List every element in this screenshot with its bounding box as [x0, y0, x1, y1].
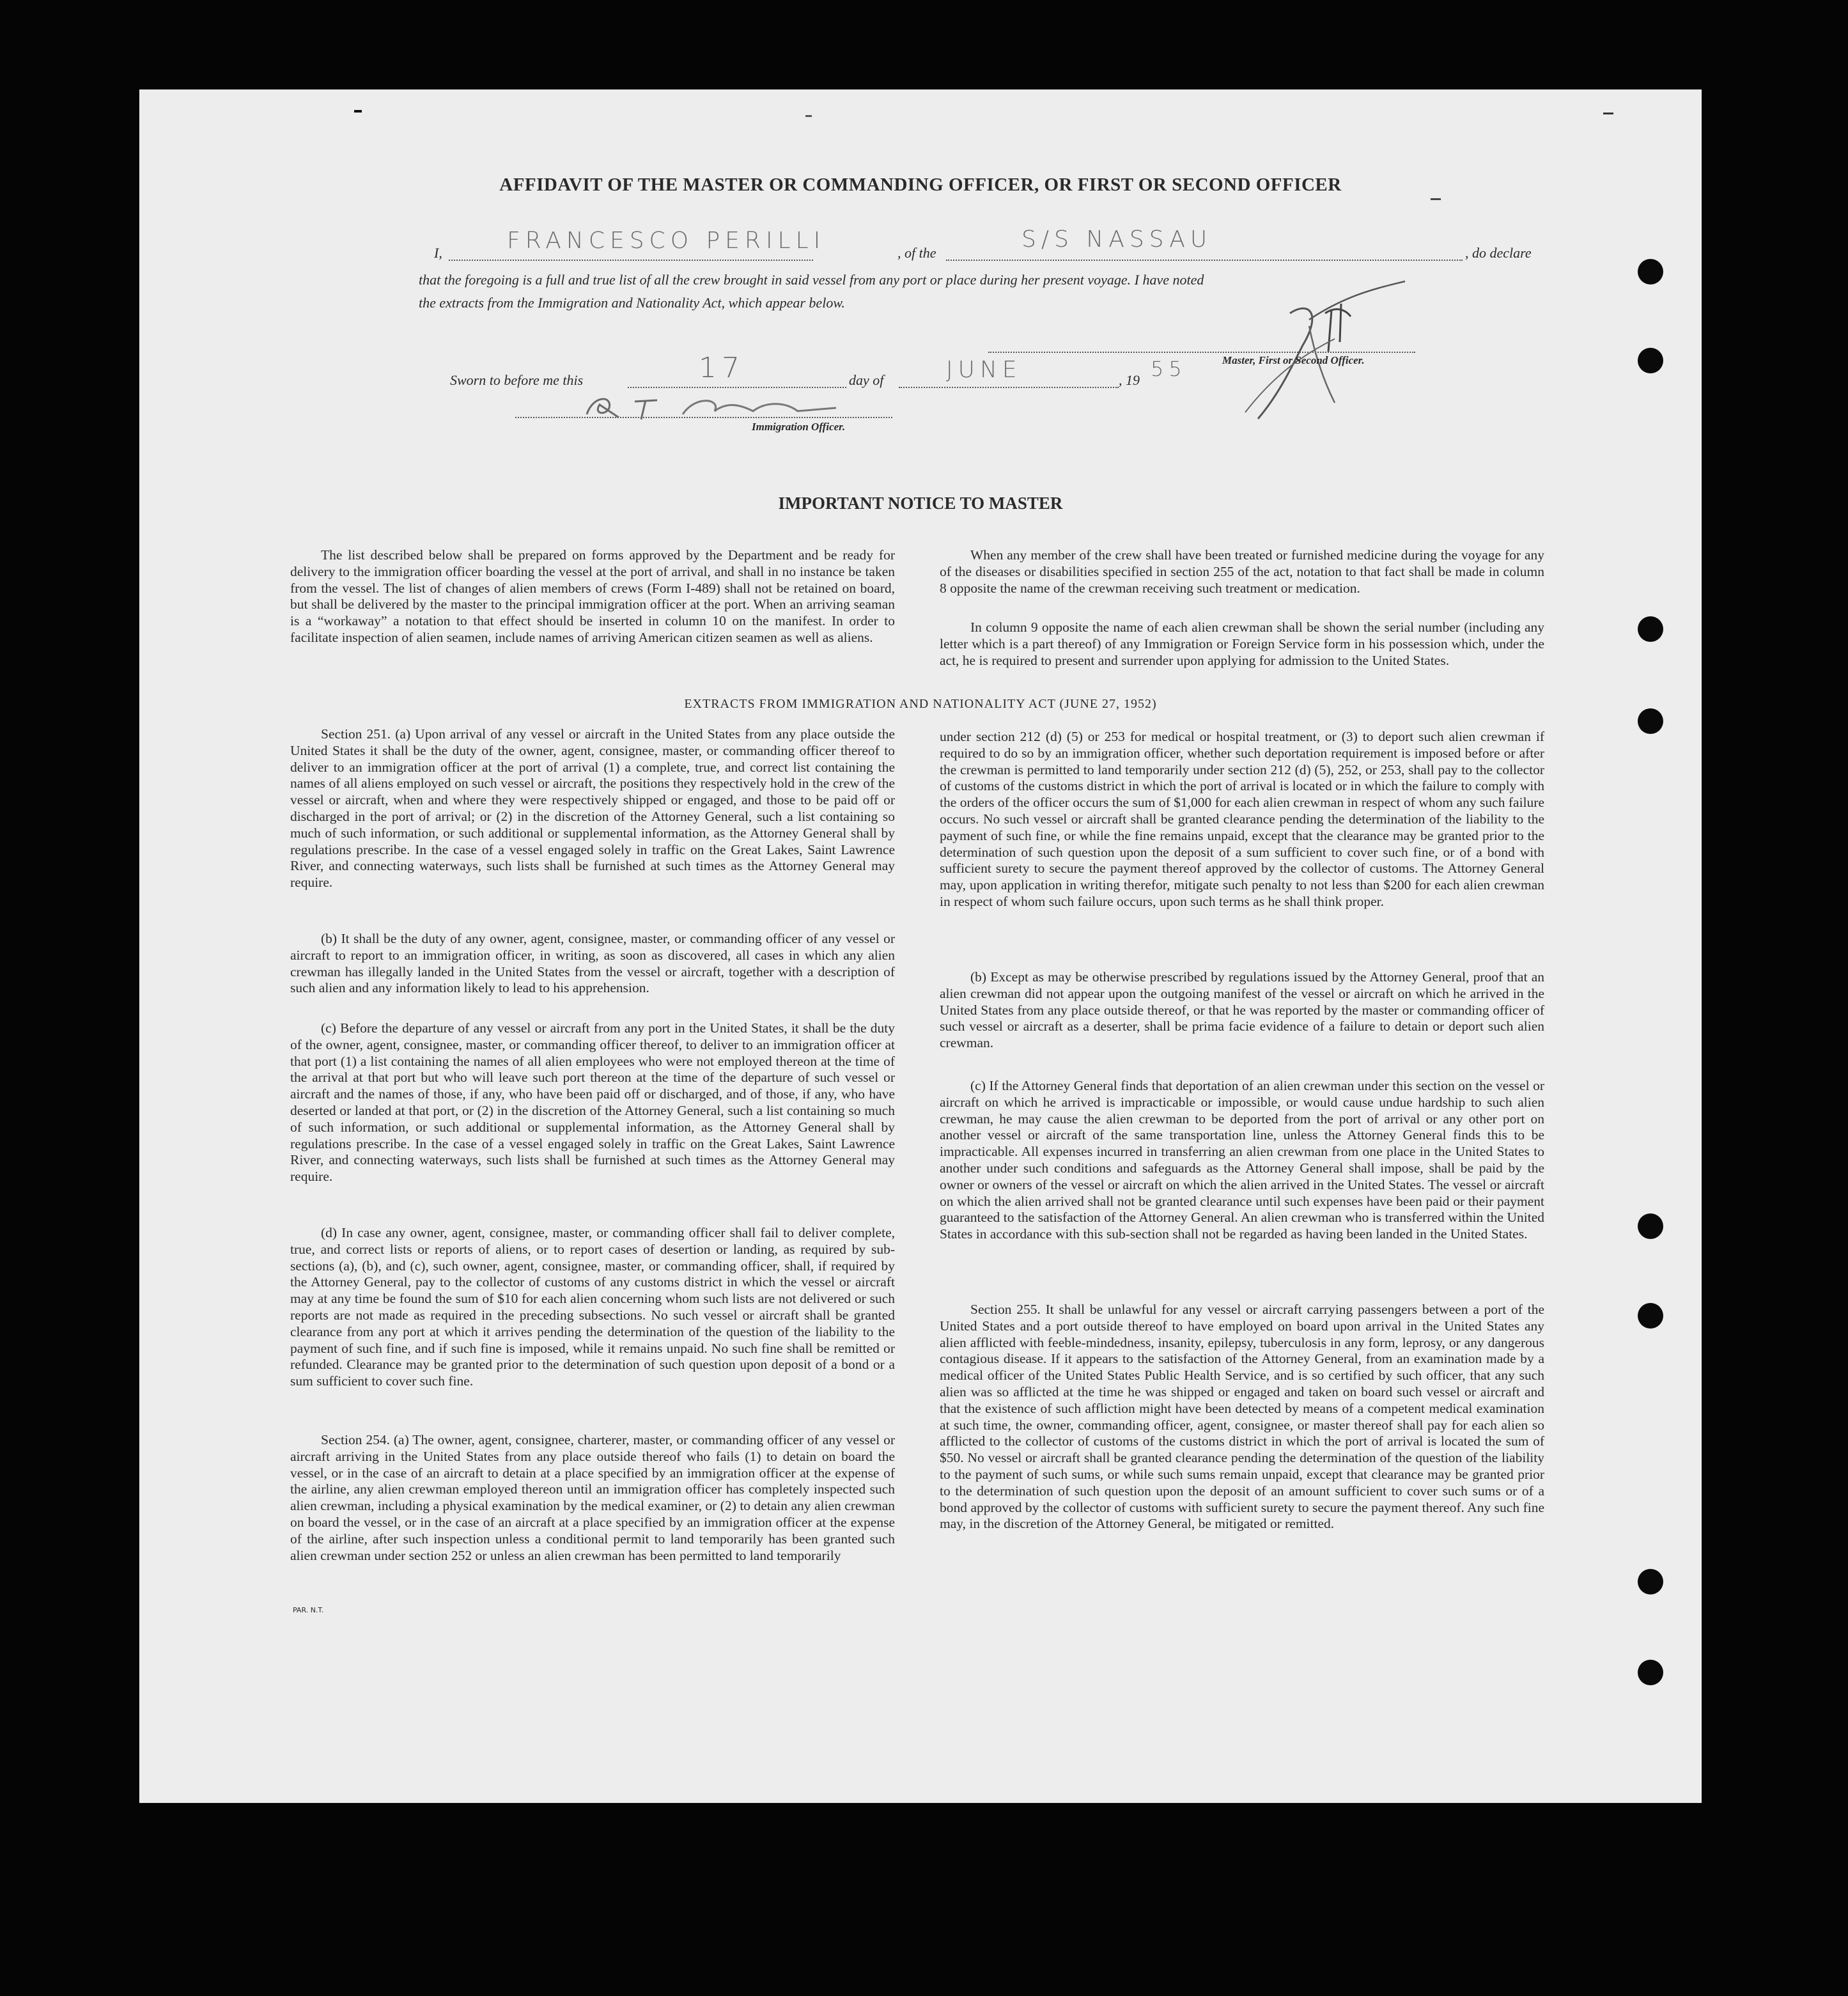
punch-hole — [1638, 259, 1663, 285]
declaration-line-3: the extracts from the Immigration and Nationality Act, which appear below. — [419, 295, 845, 311]
title-dash — [1431, 198, 1441, 200]
scan-mark — [1603, 113, 1613, 114]
section-251b: (b) It shall be the duty of any owner, agent, consignee, master, or commanding officer of any vessel or aircraft to report to an immigration officer, in writing, as soon as discovered, all cases in which any alien crewman has illegally landed in the United States from the vessel or aircraft, together with a description of such alien and any information likely to lead to his apprehension. — [290, 931, 895, 996]
sworn-day: 17 — [699, 352, 745, 384]
punch-hole — [1638, 1213, 1663, 1239]
section-254a: Section 254. (a) The owner, agent, consignee, charterer, master, or commanding officer of any vessel or aircraft arriving in the United States from any place outside thereof who fails (1) to detain on board the vessel, or in the case of an aircraft to detain at a place specified by an immigration officer at the expense of the airline, any alien crewman employed thereon until an immigration officer has completely inspected such alien crewman, including a physical examination by the medical examiner, or (2) to detain any alien crewman on board the vessel, or in the case of an aircraft at a place specified by an immigration officer at the expense of the airline, after such inspection unless a conditional permit to land temporarily has been granted such alien crewman under section 252 or unless an alien crewman has been permitted to land temporarily — [290, 1432, 895, 1563]
notice-title: IMPORTANT NOTICE TO MASTER — [778, 494, 1063, 513]
scan-mark — [354, 110, 362, 113]
vessel-prefix: , of the — [897, 245, 936, 261]
section-254c: (c) If the Attorney General finds that deportation of an alien crewman under this section on the vessel or aircraft on which he arrived is impracticable or impossible, or would cause undue hardship to such alien crewman, he may cause the alien crewman to be deported from the port of arrival or any other port on another vessel or aircraft of the same transportation line, unless the Attorney General finds this to be impracticable. All expenses incurred in transferring an alien crewman from one place in the United States to another under such conditions and safeguards as the Attorney General shall impose, shall be paid by the owner or owners of the vessel or aircraft on which the alien arrived in the United States. The vessel or aircraft on which the alien arrived shall not be granted clearance until such expenses have been paid or their payment guaranteed to the satisfaction of the Attorney General. An alien crewman who is transferred within the United States in accordance with this sub-section shall not be regarded as having been landed in the United States. — [940, 1078, 1544, 1242]
officer-label: Immigration Officer. — [752, 421, 846, 433]
punch-hole — [1638, 616, 1663, 642]
extracts-title: EXTRACTS FROM IMMIGRATION AND NATIONALITY ACT (JUNE 27, 1952) — [684, 697, 1157, 711]
notice-left-paragraph: The list described below shall be prepared on forms approved by the Department and be ready for delivery to the immigration officer boarding the vessel at the port of arrival, and shall in no instance be taken from the vessel. The list of changes of alien members of crews (Form I-489) shall not be retained on board, but shall be delivered by the master to the principal immigration officer at the port. When an arriving seaman is a “workaway” a notation to that effect should be inserted in column 10 on the manifest. In order to facilitate inspection of alien seamen, include names of arriving American citizen seamen as well as aliens. — [290, 547, 895, 645]
sworn-day-label: day of — [849, 372, 884, 388]
scan-mark — [805, 115, 812, 117]
sworn-month-line — [899, 387, 1119, 388]
sworn-month: JUNE — [946, 357, 1022, 383]
punch-hole — [1638, 1569, 1663, 1594]
notice-right-paragraph-2: In column 9 opposite the name of each alien crewman shall be shown the serial number (including any letter which is a part thereof) of any Immigration or Foreign Service form in his possession which, under the act, he is required to present and surrender upon applying for admission to the United States. — [940, 620, 1544, 668]
section-254a-continued: under section 212 (d) (5) or 253 for medical or hospital treatment, or (3) to deport such alien crewman if required to do so by an immigration officer, whether such deportation requirement is imposed before or after the crewman is permitted to land temporarily under section 212 (d) (5), 252, or 253, shall pay to the collector of customs of the customs district in which the port of arrival is located or in which the failure to comply with the orders of the officer occurs the sum of $1,000 for each alien crewman in respect of whom any such failure occurs. No such vessel or aircraft shall be granted clearance pending the determination of the liability to the payment of such fine, or while the fine remains unpaid, except that the clearance may be granted prior to the determination of such question upon the deposit of a sum sufficient to cover such fine, or of a bond with sufficient surety to secure the payment thereof approved by the collector of customs. The Attorney General may, upon application in writing therefor, mitigate such penalty to not less than $200 for each alien crewman in respect of whom such failure occurs, upon such terms as he shall think proper. — [940, 729, 1544, 909]
sworn-day-line — [628, 387, 846, 388]
punch-hole — [1638, 348, 1663, 373]
punch-hole — [1638, 1303, 1663, 1329]
section-251d: (d) In case any owner, agent, consignee, master, or commanding officer shall fail to deliver complete, true, and correct lists or reports of aliens, or to report cases of desertion or landing, as required by sub-sections (a), (b), and (c), such owner, agent, consignee, master, or commanding officer, shall, if required by the Attorney General, pay to the collector of customs of any customs district in which the vessel or aircraft may at any time be found the sum of $10 for each alien concerning whom such lists are not delivered or such reports are not made as required in the preceding subsections. No such vessel or aircraft shall be granted clearance from any port at which it arrives pending the determination of the question of the liability to the payment of such fine, and if such fine is imposed, while it remains unpaid. No such fine shall be remitted or refunded. Clearance may be granted prior to the determination of such question upon deposit of a bond or a sum sufficient to cover such fine. — [290, 1225, 895, 1389]
section-255: Section 255. It shall be unlawful for any vessel or aircraft carrying passengers between a port of the United States and a port outside thereof to have employed on board upon arrival in the United States any alien afflicted with feeble-mindedness, insanity, epilepsy, tuberculosis in any form, leprosy, or any dangerous contagious disease. If it appears to the satisfaction of the Attorney General, from an examination made by a medical officer of the United States Public Health Service, and is so certified by such officer, that any such alien was so afflicted at the time he was shipped or engaged and taken on board such vessel or aircraft and that the existence of such affliction might have been detected by means of a competent medical examination at such time, the owner, commanding officer, agent, consignee, or master thereof shall pay for each alien so afflicted to the collector of customs of the customs district in which the port of arrival is located the sum of $50. No vessel or aircraft shall be granted clearance pending the determination of the question of the liability to the payment of such sums, or while such sums remain unpaid, except that clearance may be granted prior to the determination of such question upon the deposit of an amount sufficient to cover such sums or of a bond approved by the collector of customs with sufficient surety to secure the payment thereof. Any such fine may, in the discretion of the Attorney General, be mitigated or remitted. — [940, 1302, 1544, 1532]
document-page — [139, 90, 1702, 1803]
sworn-prefix: Sworn to before me this — [450, 372, 584, 388]
notice-right-paragraph-1: When any member of the crew shall have been treated or furnished medicine during the voyage for any of the diseases or disabilities specified in section 255 of the act, notation to that fact shall be made in column 8 opposite the name of the crewman receiving such treatment or medication. — [940, 547, 1544, 596]
section-254b: (b) Except as may be otherwise prescribed by regulations issued by the Attorney General, proof that an alien crewman did not appear upon the outgoing manifest of the vessel or aircraft on which he arrived in the United States from any place outside thereof, or that he was reported by the master or commanding officer of such vessel or aircraft as a deserter, shall be prima facie evidence of a failure to detain or deport such alien crewman. — [940, 969, 1544, 1051]
declarant-prefix: I, — [434, 245, 442, 261]
declare-suffix: , do declare — [1465, 245, 1532, 261]
section-251c: (c) Before the departure of any vessel or aircraft from any port in the United States, it shall be the duty of the owner, agent, consignee, master, or commanding officer thereof, to deliver to an immigration officer at that port (1) a list containing the names of all alien employees who were not employed thereon at the time of the arrival at that port but who will leave such port thereon at the time of the departure of such vessel or aircraft and the names of those, if any, who have been paid off or discharged, and of those, if any, who have deserted or landed at that port, or (2) in the discretion of the Attorney General, such a list containing so much of such information, or such additional or supplemental information, as the Attorney General shall by regulations prescribe. In the case of a vessel engaged solely in traffic on the Great Lakes, Saint Lawrence River, and connecting waterways, such lists shall be furnished at such times as the Attorney General may require. — [290, 1020, 895, 1185]
name-line — [449, 260, 813, 261]
section-251a: Section 251. (a) Upon arrival of any vessel or aircraft in the United States from any place outside the United States it shall be the duty of the owner, agent, consignee, master, or commanding officer thereof to deliver to an immigration officer at the port of arrival (1) a complete, true, and correct list containing the names of all aliens employed on such vessel or aircraft, the positions they respectively hold in the crew of the vessel or aircraft, when and where they were respectively shipped or engaged, and those to be paid off or discharged in the port of arrival; or (2) in the discretion of the Attorney General, such a list containing so much of such information, or such additional or supplemental information, as the Attorney General shall by regulations prescribe. In the case of a vessel engaged solely in traffic on the Great Lakes, Saint Lawrence River, and connecting waterways, such lists shall be furnished at such times as the Attorney General may require. — [290, 726, 895, 891]
master-signature — [1213, 275, 1443, 428]
punch-hole — [1638, 1660, 1663, 1685]
punch-hole — [1638, 708, 1663, 734]
signer-label: Master, First or Second Officer. — [1222, 354, 1365, 366]
sworn-year-prefix: , 19 — [1119, 372, 1140, 388]
vessel-name: S/S NASSAU — [1021, 226, 1213, 253]
sworn-year: 55 — [1151, 357, 1187, 381]
vessel-line — [946, 260, 1463, 261]
declaration-line-2: that the foregoing is a full and true list of all the crew brought in said vessel from any port or place during her present voyage. I have noted — [419, 272, 1204, 288]
declarant-name: FRANCESCO PERILLI — [507, 228, 826, 254]
footer-mark: PAR. N.T. — [293, 1606, 324, 1614]
affidavit-title: AFFIDAVIT OF THE MASTER OR COMMANDING OFFICER, OR FIRST OR SECOND OFFICER — [499, 175, 1342, 195]
